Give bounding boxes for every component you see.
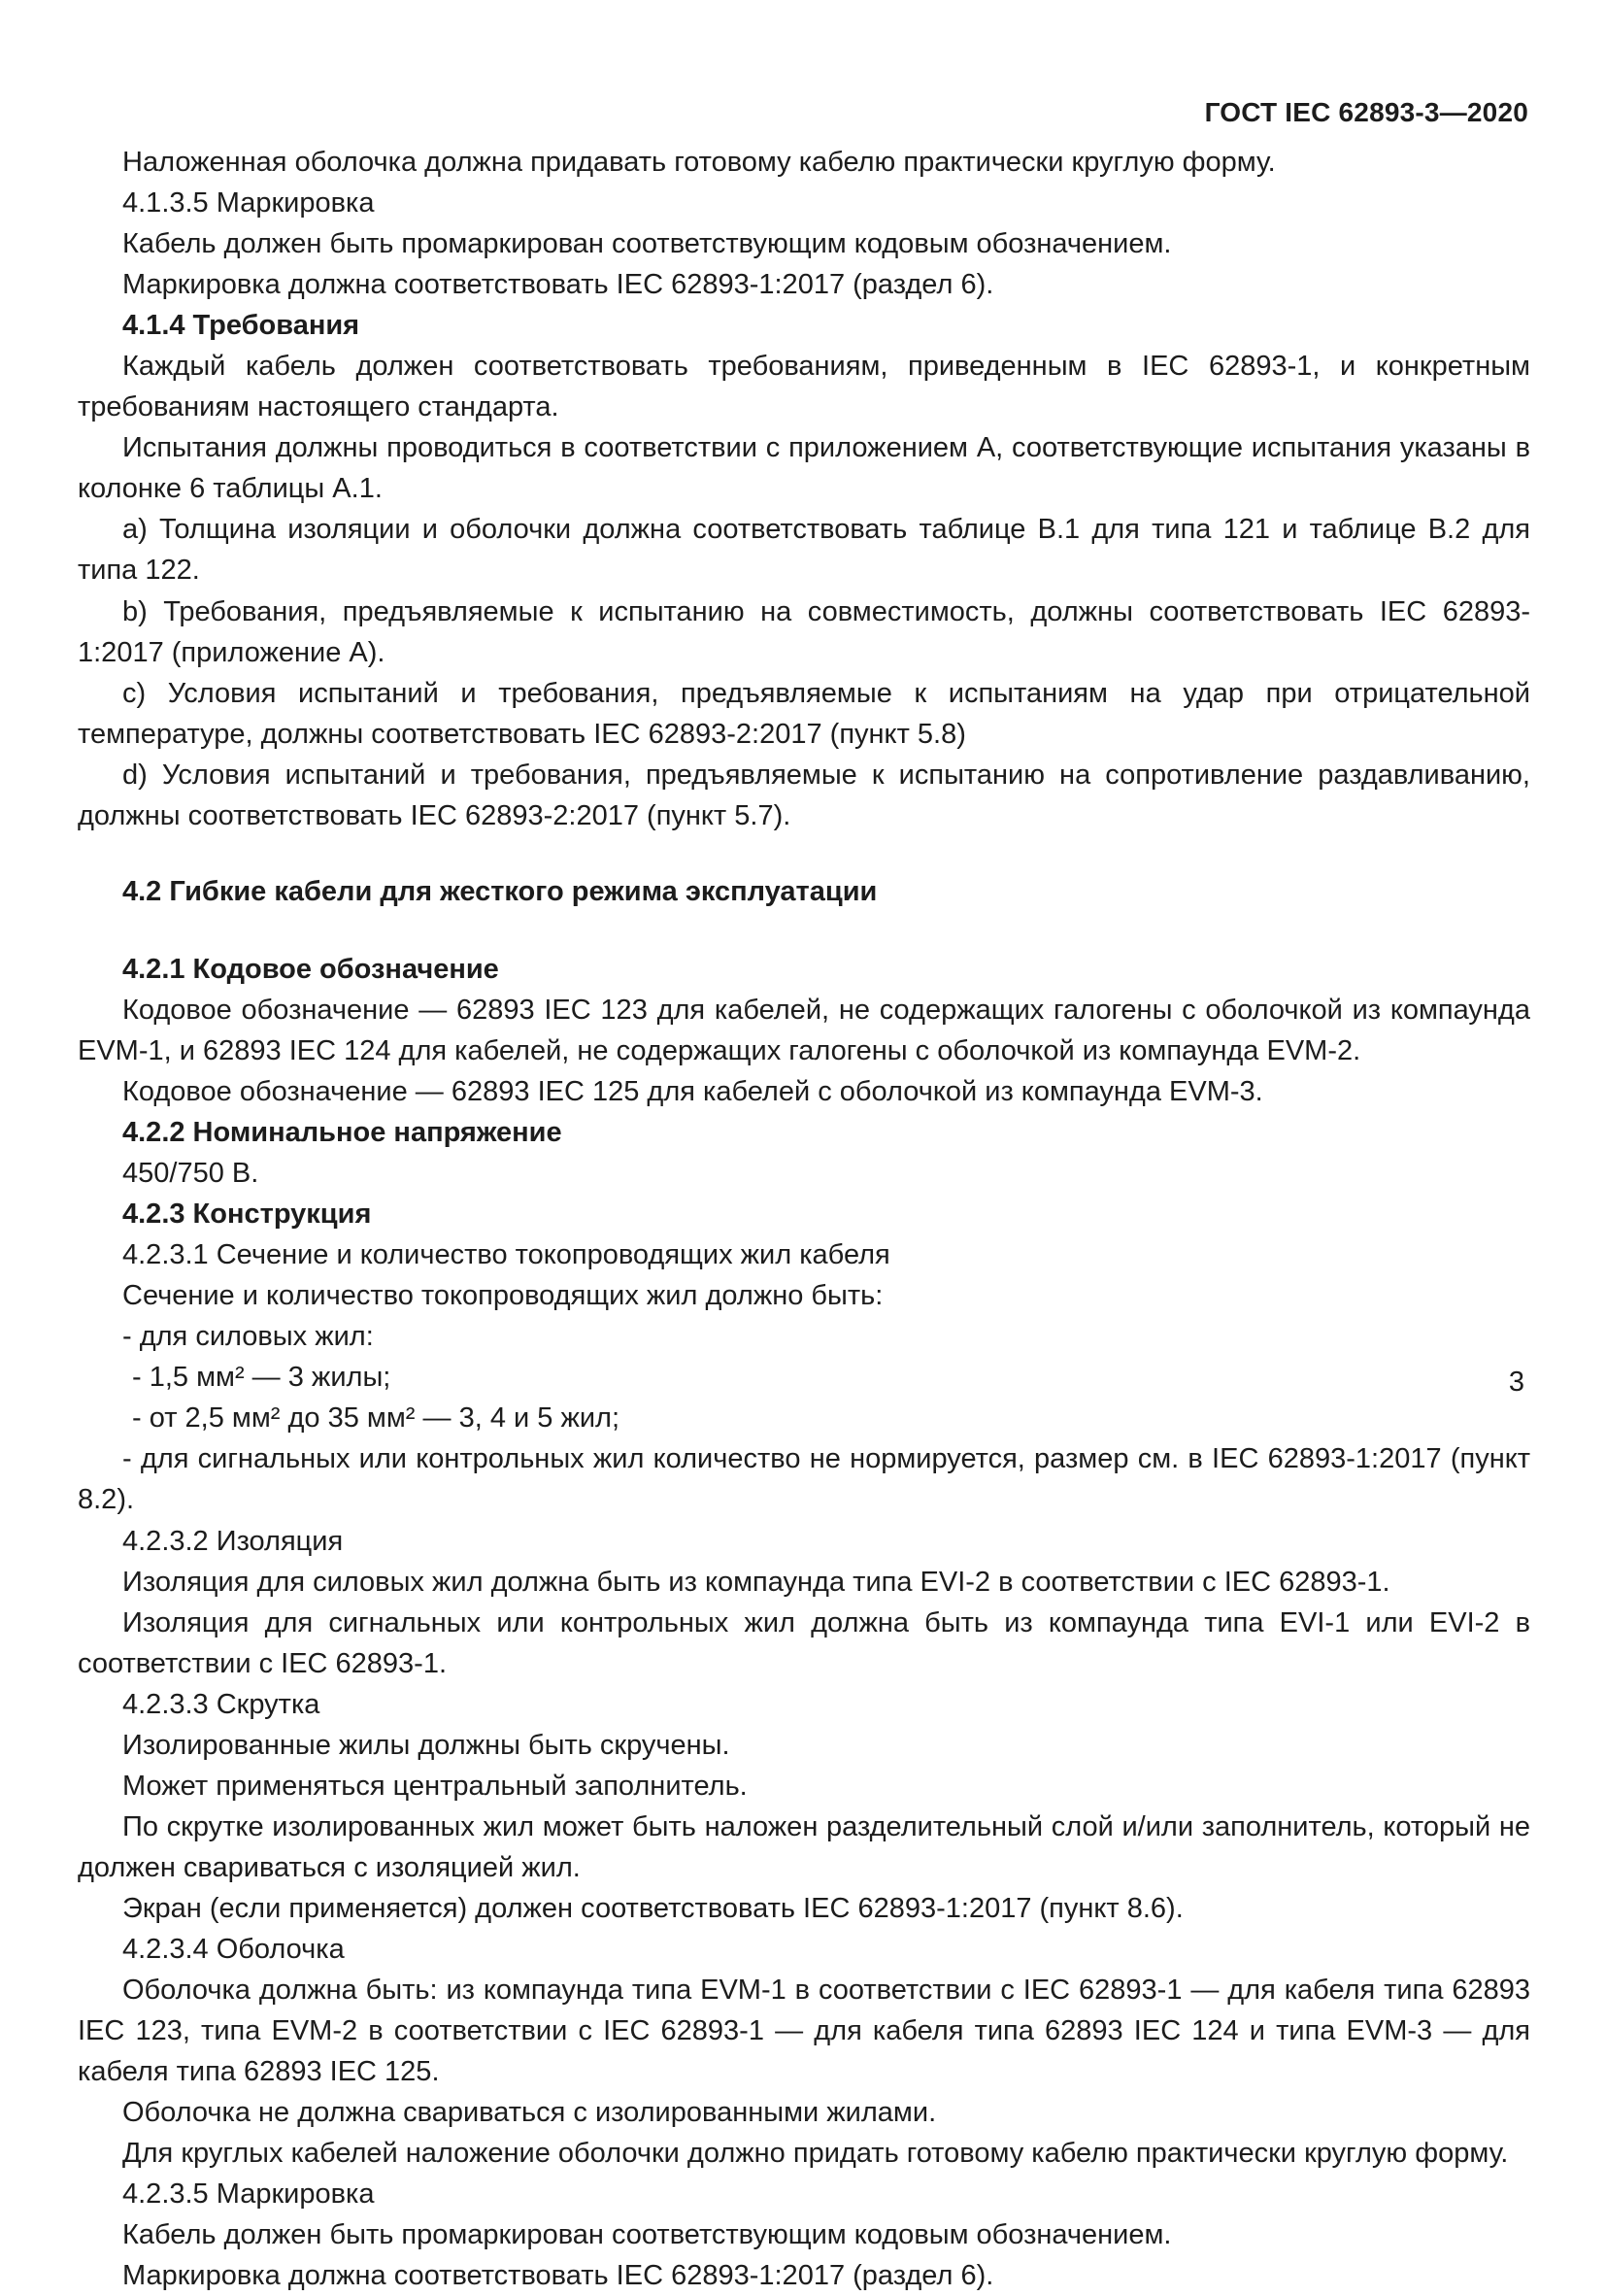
paragraph: 4.2.3.1 Сечение и количество токопроводящих жил кабеля <box>122 1239 890 1271</box>
paragraph: Изолированные жилы должны быть скручены. <box>122 1729 730 1761</box>
paragraph: - 1,5 мм² — 3 жилы; <box>132 1362 391 1394</box>
paragraph: 4.2.3.4 Оболочка <box>122 1933 345 1965</box>
paragraph: Каждый кабель должен соответствовать требованиям, приведенным в IEC 62893-1, и конкретным требованиям настоящего стандарта. <box>78 351 1530 423</box>
paragraph: Оболочка должна быть: из компаунда типа EVM-1 в соответствии с IEC 62893-1 — для кабеля типа 62893 IEC 123, типа EVM-2 в соответствии с IEC 62893-1 — для кабеля типа 62893 IEC 124 и типа EVM-3 — для кабеля типа 62893 IEC 125. <box>78 1975 1530 2088</box>
paragraph: Маркировка должна соответствовать IEC 62893-1:2017 (раздел 6). <box>122 269 994 301</box>
paragraph: Испытания должны проводиться в соответствии с приложением А, соответствующие испытания указаны в колонке 6 таблицы А.1. <box>78 432 1530 505</box>
paragraph: Маркировка должна соответствовать IEC 62893-1:2017 (раздел 6). <box>122 2260 994 2292</box>
paragraph: Изоляция для сигнальных или контрольных жил должна быть из компаунда типа EVI-1 или EVI-2 в соответствии с IEC 62893-1. <box>78 1606 1530 1679</box>
page-number: 3 <box>1508 1367 1524 1398</box>
paragraph: 4.2.3 Конструкция <box>122 1199 372 1231</box>
paragraph: - от 2,5 мм² до 35 мм² — 3, 4 и 5 жил; <box>132 1402 620 1435</box>
paragraph: Наложенная оболочка должна придавать готовому кабелю практически круглую форму. <box>122 147 1276 178</box>
paragraph: 4.1.3.5 Маркировка <box>122 187 375 219</box>
paragraph: 4.2.3.2 Изоляция <box>122 1525 344 1557</box>
paragraph: d) Условия испытаний и требования, предъявляемые к испытанию на сопротивление раздавливанию, должны соответствовать IEC 62893-2:2017 (пункт 5.7). <box>78 759 1530 831</box>
running-header: ГОСТ IEC 62893-3—2020 <box>1204 97 1528 127</box>
page-content <box>78 142 1530 2296</box>
paragraph: Сечение и количество токопроводящих жил должно быть: <box>122 1280 884 1312</box>
paragraph: Для круглых кабелей наложение оболочки должно придать готовому кабелю практически круглую форму. <box>122 2138 1509 2170</box>
paragraph: 450/750 В. <box>122 1158 259 1190</box>
paragraph: 4.2.3.3 Скрутка <box>122 1688 320 1720</box>
paragraph: Оболочка не должна свариваться с изолированными жилами. <box>122 2097 937 2129</box>
paragraph: b) Требования, предъявляемые к испытанию на совместимость, должны соответствовать IEC 62893-1:2017 (приложение А). <box>78 595 1530 668</box>
paragraph: Может применяться центральный заполнитель. <box>122 1770 748 1802</box>
paragraph: a) Толщина изоляции и оболочки должна соответствовать таблице В.1 для типа 121 и таблице В.2 для типа 122. <box>78 514 1530 587</box>
paragraph: Кодовое обозначение — 62893 IEC 123 для кабелей, не содержащих галогены с оболочкой из компаунда EVM-1, и 62893 IEC 124 для кабелей, не содержащих галогены с оболочкой из компаунда EVM-2. <box>78 994 1530 1066</box>
paragraph: Кабель должен быть промаркирован соответствующим кодовым обозначением. <box>122 2219 1172 2251</box>
paragraph: c) Условия испытаний и требования, предъявляемые к испытаниям на удар при отрицательной температуре, должны соответствовать IEC 62893-2:2017 (пункт 5.8) <box>78 677 1530 750</box>
paragraph: - для сигнальных или контрольных жил количество не нормируется, размер см. в IEC 62893-1:2017 (пункт 8.2). <box>78 1443 1530 1516</box>
paragraph: 4.2.1 Кодовое обозначение <box>122 953 499 985</box>
paragraph: 4.2 Гибкие кабели для жесткого режима эксплуатации <box>122 875 878 907</box>
paragraph: - для силовых жил: <box>122 1321 374 1353</box>
paragraph: Изоляция для силовых жил должна быть из компаунда типа EVI-2 в соответствии с IEC 62893-1. <box>122 1566 1390 1598</box>
paragraph: Кабель должен быть промаркирован соответствующим кодовым обозначением. <box>122 228 1172 260</box>
paragraph: По скрутке изолированных жил может быть наложен разделительный слой и/или заполнитель, который не должен свариваться с изоляцией жил. <box>78 1810 1530 1883</box>
paragraph: Кодовое обозначение — 62893 IEC 125 для кабелей с оболочкой из компаунда EVM-3. <box>122 1075 1263 1107</box>
paragraph: 4.1.4 Требования <box>122 310 360 342</box>
paragraph: Экран (если применяется) должен соответствовать IEC 62893-1:2017 (пункт 8.6). <box>122 1892 1184 1924</box>
paragraph: 4.2.2 Номинальное напряжение <box>122 1117 562 1149</box>
paragraph: 4.2.3.5 Маркировка <box>122 2178 375 2211</box>
